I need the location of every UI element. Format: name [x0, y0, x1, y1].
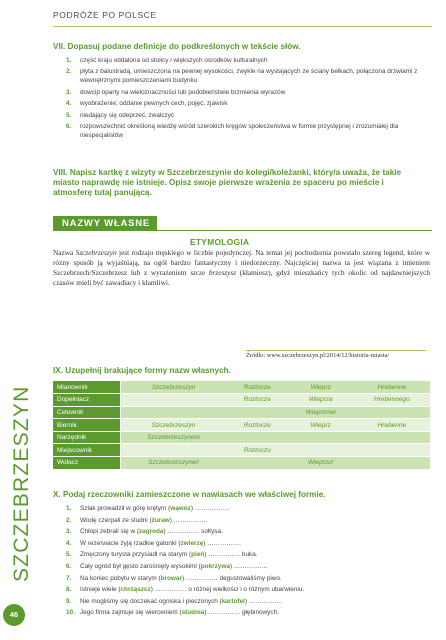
item-number: 2. — [66, 68, 72, 76]
table-row — [53, 381, 430, 394]
table-cell[interactable] — [227, 457, 288, 470]
table-cell[interactable] — [120, 444, 227, 457]
answer-blank[interactable]: …………… — [208, 609, 241, 617]
table-cell: Hrebennego — [354, 394, 430, 407]
table-cell[interactable] — [354, 406, 430, 419]
item-number: 4. — [66, 539, 72, 547]
text-run: (kłamiesz), gdyż mieszkańcy tych okolic od najdawniejszych czasów mieli być zawadiacy i kłamliwi. — [53, 268, 430, 288]
answer-blank[interactable]: …………… — [248, 597, 281, 605]
task-10-title: X. Podaj rzeczowniki zamieszczone w nawiasach we właściwej formie. — [53, 490, 326, 499]
item-number: 10. — [66, 609, 75, 617]
item-number: 4. — [66, 100, 72, 108]
task-7-title: VII. Dopasuj podane definicje do podkreślonych w tekście słów. — [53, 42, 301, 51]
table-cell: Wieprz — [288, 381, 354, 394]
noun-hint: chrząszcz — [120, 586, 151, 594]
table-cell[interactable] — [227, 431, 288, 444]
case-label: Dopełniacz — [53, 394, 120, 407]
item-number: 7. — [66, 574, 72, 582]
item-number: 1. — [66, 505, 72, 512]
noun-hint: zagroda — [138, 528, 164, 536]
table-cell: Hrebenne — [354, 419, 430, 432]
item-number: 8. — [66, 586, 72, 594]
item-number: 6. — [66, 122, 72, 130]
task-9-title: IX. Uzupełnij brakujące formy nazw własnych. — [53, 366, 231, 375]
table-cell[interactable] — [288, 431, 354, 444]
item-text: rozpowszechnić określoną wiedzę wśród szerokich kręgów społeczeństwa w formie przystępnej i zrozumiałej dla niespecjalistów — [80, 122, 399, 139]
noun-hint: studnia — [181, 609, 205, 617]
table-row — [53, 394, 430, 407]
item-text: część kraju oddalona od stolicy i większych ośrodków kulturalnych — [80, 57, 268, 64]
table-cell: Roztocza — [227, 394, 288, 407]
answer-blank[interactable]: …………… — [185, 574, 218, 582]
list-item: 5. Zmęczony turysta przysiadł na starym (pień) …………… buka. — [66, 551, 258, 559]
etymology-title: ETYMOLOGIA — [190, 237, 250, 247]
answer-blank[interactable]: …………… — [194, 505, 227, 512]
list-item — [66, 111, 426, 120]
etymology-paragraph — [53, 248, 430, 288]
text-run: Nazwa — [53, 248, 76, 257]
noun-hint: browar — [160, 574, 182, 582]
table-cell: Roztocze — [227, 381, 288, 394]
case-label: Wołacz — [53, 457, 120, 470]
answer-blank[interactable]: …………… — [173, 516, 206, 524]
list-item: 4. W rezerwacie żyją rzadkie gatunki (zwierzę) ……………. — [66, 539, 241, 547]
noun-hint: żuraw — [151, 516, 170, 524]
item-text: wyobrażenie; oddanie pewnych cech, pojęć, zjawisk — [80, 100, 228, 108]
table-cell[interactable] — [227, 406, 288, 419]
item-number: 3. — [66, 88, 72, 96]
table-cell: Wieprz — [288, 419, 354, 432]
table-row — [53, 431, 430, 444]
italic-run: szcze brzeszysz — [190, 268, 237, 278]
noun-hint: zwierzę — [180, 539, 204, 547]
item-number: 2. — [66, 516, 72, 524]
table-row — [53, 444, 430, 457]
running-header: PODRÓŻE PO POLSCE — [53, 10, 157, 20]
list-item — [66, 99, 426, 108]
answer-blank[interactable]: …………… — [167, 528, 200, 536]
exercise-list — [66, 504, 430, 620]
case-label: Mianownik — [53, 381, 120, 394]
table-cell[interactable] — [120, 406, 227, 419]
list-item: 6. Cały ogród był gęsto zarośnięty wysokimi (pokrzywa) ……………. — [66, 562, 268, 570]
table-cell: Wieprza — [288, 394, 354, 407]
noun-hint: kartofel — [221, 597, 245, 605]
list-item: 3. Chłopi zebrali się w (zagroda) …………… sołtysa. — [66, 528, 223, 536]
table-cell[interactable] — [354, 431, 430, 444]
page-number: 46 — [3, 604, 25, 626]
noun-hint: pień — [191, 551, 205, 559]
table-cell[interactable] — [354, 457, 430, 470]
table-cell[interactable] — [288, 444, 354, 457]
list-item: 9. Nie mogliśmy się doczekać ogniska i pieczonych (kartofel) ……………. — [66, 597, 283, 605]
badge-rule — [157, 230, 432, 231]
table-cell: Roztocze — [227, 419, 288, 432]
case-label: Celownik — [53, 406, 120, 419]
case-label: Narzędnik — [53, 431, 120, 444]
side-vertical-title: SZCZEBRZESZYN — [10, 385, 33, 582]
table-cell: Hrebenne — [354, 381, 430, 394]
list-item — [66, 67, 426, 85]
list-item: 8. Istnieje wiele (chrząszcz) …………… o różnej wielkości i o różnym ubarwieniu. — [66, 586, 305, 594]
item-text: płyta z balustradą, umieszczona na pewnej wysokości, zwykle na wystających ze ściany belkach, połączona drzwiami z wewnętrznymi pomieszczeniami budynku — [80, 68, 418, 85]
italic-run: Szczebrzeszyn — [75, 248, 117, 257]
list-item — [66, 56, 426, 65]
item-number: 6. — [66, 562, 72, 570]
answer-blank[interactable]: …………… — [154, 586, 187, 594]
table-cell: Szczebrzeszynem — [120, 431, 227, 444]
table-cell: Szczebrzeszynie! — [120, 457, 227, 470]
definition-list — [66, 56, 426, 142]
item-number: 5. — [66, 551, 72, 559]
source-rule — [246, 350, 426, 351]
table-cell: Wieprzu! — [288, 457, 354, 470]
table-row — [53, 419, 430, 432]
table-cell: Szczebrzeszyn — [120, 381, 227, 394]
table-row — [53, 457, 430, 470]
item-number: 5. — [66, 111, 72, 119]
source-citation: Źródło: www.szczebrzeszyn.pl/2014/12/historia-miasta/ — [246, 352, 390, 359]
noun-hint: pokrzywa — [200, 562, 230, 570]
declension-table — [53, 381, 430, 470]
list-item: 7. Na koniec pobytu w starym (browar) …………… degustowaliśmy piwo. — [66, 574, 282, 582]
item-text: dowcip oparty na wieloznaczności lub podobieństwie brzmienia wyrazów — [80, 88, 286, 96]
list-item — [66, 88, 426, 97]
answer-blank[interactable]: …………… — [207, 539, 240, 547]
list-item — [66, 122, 426, 140]
table-cell[interactable] — [354, 444, 430, 457]
list-item: 1. Szlak prowadził w górę krętym (wąwóz) ……………. — [66, 505, 229, 512]
noun-hint: wąwóz — [170, 505, 191, 512]
table-row — [53, 406, 430, 419]
case-label: Biernik — [53, 419, 120, 432]
task-8-title: VIII. Napisz kartkę z wizyty w Szczebrzeszynie do kolegi/koleżanki, który/a uważa, że takie miasto naprawdę nie istnieje. Opisz swoje pierwsze wrażenia ze spaceru po mieście i atmosferę tutaj panującą. — [53, 168, 402, 197]
answer-blank[interactable]: …………… — [233, 562, 266, 570]
item-number: 1. — [66, 57, 72, 64]
header-rule — [53, 26, 432, 27]
answer-blank[interactable]: …………… — [208, 551, 241, 559]
item-number: 3. — [66, 528, 72, 536]
text-run: jest rodzaju męskiego w liczbie pojedynczej. Na temat jej pochodzenia powstało szereg legend, które w różny sposób ją wyjaśniają, na ogół bardzo fantastyczny i niedorzeczny. Najczęściej nazwa ta jest wiązana z imieniem Szczebrzech/Szczebrzesz lub z wyrażeniem — [53, 248, 430, 278]
list-item: 2. Wodę czerpali ze studni (żuraw) ……………. — [66, 516, 208, 524]
list-item: 10. Jego firma zajmuje się wierceniem (studnia) …………… głębinowych. — [66, 609, 279, 617]
item-text: niedający się odeprzeć, zwalczyć — [80, 111, 175, 119]
item-number: 9. — [66, 597, 72, 605]
section-badge: NAZWY WŁASNE — [53, 216, 157, 231]
table-cell: Roztoczu — [227, 444, 288, 457]
case-label: Miejscownik — [53, 444, 120, 457]
table-cell[interactable] — [120, 394, 227, 407]
table-cell: Szczebrzeszyn — [120, 419, 227, 432]
table-cell: Wieprzowi — [288, 406, 354, 419]
